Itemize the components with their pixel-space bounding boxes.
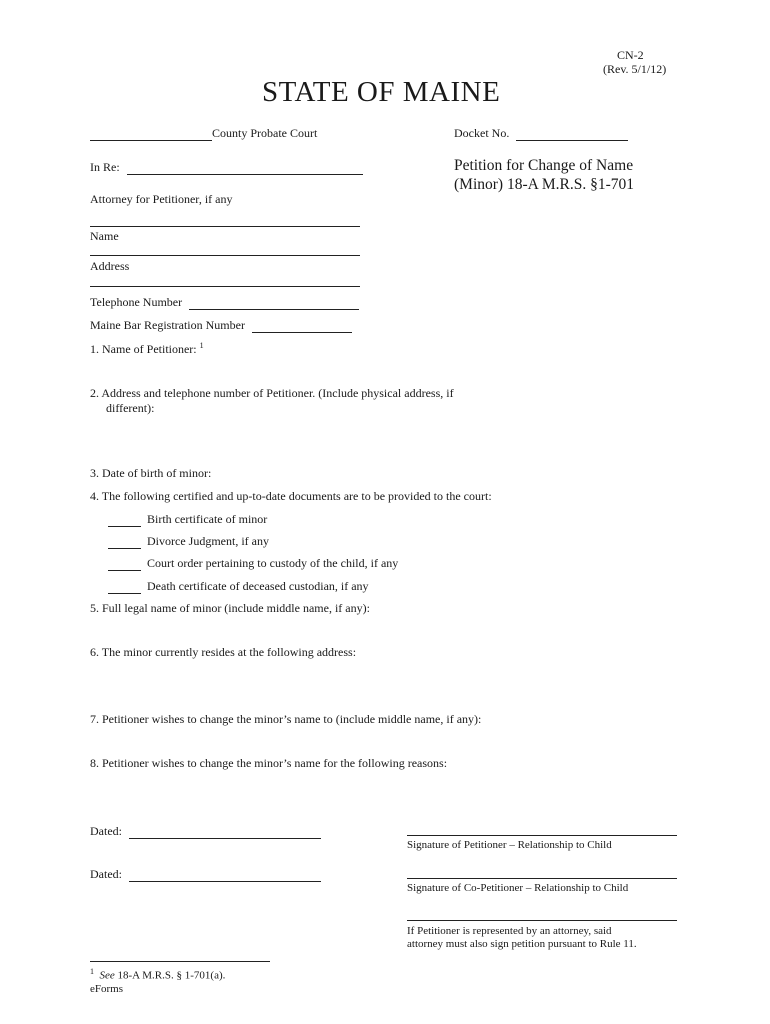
document-check-custody[interactable] — [108, 557, 141, 571]
item-2-line1: 2. Address and telephone number of Petitioner. (Include physical address, if — [90, 386, 454, 400]
footnote-ref: 1 — [199, 341, 204, 350]
telephone-label: Telephone Number — [90, 295, 183, 309]
in-re-row — [90, 160, 363, 175]
footnote-text: 18-A M.R.S. § 1-701(a). — [117, 969, 226, 982]
attorney-signature-line[interactable] — [407, 920, 677, 921]
copetitioner-signature-line[interactable] — [407, 878, 677, 879]
copetitioner-signature-label: Signature of Co-Petitioner – Relationship to Child — [407, 882, 629, 894]
petitioner-signature-line[interactable] — [407, 835, 677, 836]
in-re-label: In Re: — [90, 160, 120, 174]
dated-input-2[interactable] — [129, 868, 321, 882]
dated-input-1[interactable] — [129, 825, 321, 839]
dated-label: Dated: — [90, 867, 122, 881]
attorney-name-label: Name — [90, 229, 119, 243]
eforms-label: eForms — [90, 983, 123, 995]
bar-input[interactable] — [252, 319, 352, 333]
docket-row — [454, 126, 628, 141]
footnote-see: See — [99, 969, 115, 982]
dated-row-2 — [90, 867, 321, 882]
bar-row — [90, 318, 352, 333]
item-6: 6. The minor currently resides at the following address: — [90, 645, 357, 659]
in-re-input[interactable] — [127, 161, 363, 175]
attorney-note-line2: attorney must also sign petition pursuant to Rule 11. — [407, 938, 637, 950]
county-input[interactable] — [90, 127, 212, 141]
attorney-address-input-2[interactable] — [90, 273, 360, 287]
bar-label: Maine Bar Registration Number — [90, 318, 245, 332]
item-5: 5. Full legal name of minor (include middle name, if any): — [90, 601, 370, 615]
form-code: CN-2 — [617, 48, 644, 62]
attorney-address-label: Address — [90, 259, 130, 273]
document-row — [108, 512, 267, 527]
attorney-heading: Attorney for Petitioner, if any — [90, 192, 233, 206]
revision-date: (Rev. 5/1/12) — [603, 62, 667, 76]
document-label: Death certificate of deceased custodian, if any — [147, 579, 369, 593]
item-7: 7. Petitioner wishes to change the minor’s name to (include middle name, if any): — [90, 712, 482, 726]
document-label: Divorce Judgment, if any — [147, 534, 269, 548]
petitioner-signature-label: Signature of Petitioner – Relationship to Child — [407, 839, 612, 851]
footnote-number: 1 — [90, 967, 94, 976]
item-3: 3. Date of birth of minor: — [90, 466, 212, 480]
telephone-row — [90, 295, 359, 310]
county-row — [90, 126, 317, 141]
telephone-input[interactable] — [189, 296, 359, 310]
dated-label: Dated: — [90, 824, 122, 838]
county-label: County Probate Court — [212, 126, 318, 140]
petition-title-line1: Petition for Change of Name — [454, 157, 634, 174]
docket-label: Docket No. — [454, 126, 510, 140]
item-1-text: 1. Name of Petitioner: — [90, 342, 197, 356]
document-label: Birth certificate of minor — [147, 512, 268, 526]
footnote-divider — [90, 961, 270, 962]
document-row — [108, 556, 398, 571]
attorney-note-line1: If Petitioner is represented by an attorney, said — [407, 925, 612, 937]
petition-title-line2: (Minor) 18-A M.R.S. §1-701 — [454, 176, 634, 193]
document-row — [108, 534, 269, 549]
dated-row-1 — [90, 824, 321, 839]
document-check-birth[interactable] — [108, 513, 141, 527]
document-label: Court order pertaining to custody of the child, if any — [147, 556, 399, 570]
attorney-name-input[interactable] — [90, 213, 360, 227]
item-1 — [90, 341, 204, 357]
attorney-address-input[interactable] — [90, 242, 360, 256]
item-8: 8. Petitioner wishes to change the minor’s name for the following reasons: — [90, 756, 448, 770]
item-4: 4. The following certified and up-to-date documents are to be provided to the court: — [90, 489, 492, 503]
document-check-death[interactable] — [108, 580, 141, 594]
docket-input[interactable] — [516, 127, 628, 141]
document-check-divorce[interactable] — [108, 535, 141, 549]
document-row — [108, 579, 369, 594]
footnote — [90, 967, 225, 982]
page-title: STATE OF MAINE — [262, 76, 501, 108]
item-2-line2: different): — [106, 401, 155, 415]
